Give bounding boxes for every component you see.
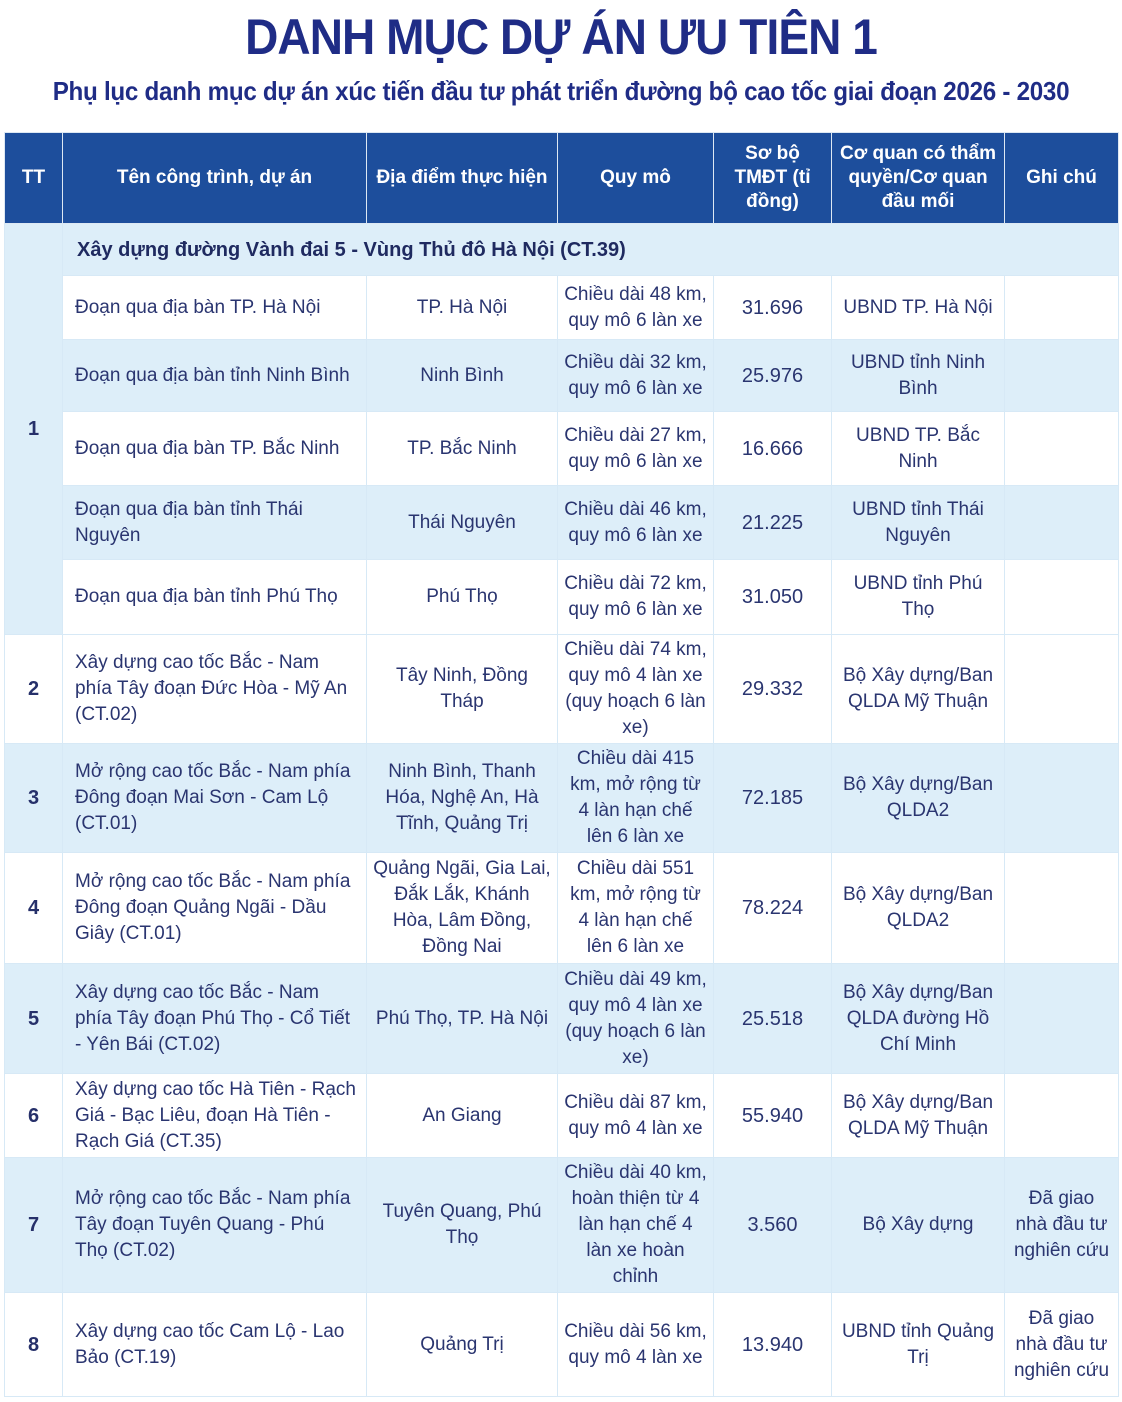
table-row — [5, 635, 1119, 744]
header-cost: Sơ bộ TMĐT (tỉ đồng) — [714, 133, 832, 224]
row-agency: Bộ Xây dựng/Ban QLDA Mỹ Thuận — [832, 1074, 1005, 1158]
row-note — [1005, 486, 1119, 560]
row-location: Ninh Bình — [367, 340, 558, 412]
row-scale: Chiều dài 27 km, quy mô 6 làn xe — [558, 412, 714, 486]
row-location: TP. Hà Nội — [367, 276, 558, 340]
table-row — [5, 340, 1119, 412]
row-note — [1005, 560, 1119, 635]
row-name: Mở rộng cao tốc Bắc - Nam phía Tây đoạn Tuyên Quang - Phú Thọ (CT.02) — [63, 1158, 367, 1293]
row-cost: 3.560 — [714, 1158, 832, 1293]
row-note — [1005, 276, 1119, 340]
row-scale: Chiều dài 551 km, mở rộng từ 4 làn hạn chế lên 6 làn xe — [558, 853, 714, 964]
table-row — [5, 1293, 1119, 1397]
header-name: Tên công trình, dự án — [63, 133, 367, 224]
row-name: Đoạn qua địa bàn TP. Hà Nội — [63, 276, 367, 340]
row-location: Ninh Bình, Thanh Hóa, Nghệ An, Hà Tĩnh, Quảng Trị — [367, 744, 558, 853]
row-agency: Bộ Xây dựng/Ban QLDA Mỹ Thuận — [832, 635, 1005, 744]
row-note: Đã giao nhà đầu tư nghiên cứu — [1005, 1158, 1119, 1293]
row-tt: 6 — [5, 1074, 63, 1158]
row-cost: 21.225 — [714, 486, 832, 560]
table-row — [5, 486, 1119, 560]
row-tt: 5 — [5, 964, 63, 1074]
row-name: Mở rộng cao tốc Bắc - Nam phía Đông đoạn Quảng Ngãi - Dầu Giây (CT.01) — [63, 853, 367, 964]
row-tt: 4 — [5, 853, 63, 964]
row-cost: 72.185 — [714, 744, 832, 853]
row-note — [1005, 340, 1119, 412]
header-row — [5, 133, 1119, 224]
row-agency: UBND TP. Hà Nội — [832, 276, 1005, 340]
row-location: Tây Ninh, Đồng Tháp — [367, 635, 558, 744]
row-scale: Chiều dài 72 km, quy mô 6 làn xe — [558, 560, 714, 635]
group-heading-row — [5, 224, 1119, 276]
row-note — [1005, 1074, 1119, 1158]
row-scale: Chiều dài 74 km, quy mô 4 làn xe (quy hoạch 6 làn xe) — [558, 635, 714, 744]
table-row — [5, 964, 1119, 1074]
table-row — [5, 1074, 1119, 1158]
row-agency: Bộ Xây dựng — [832, 1158, 1005, 1293]
row-name: Xây dựng cao tốc Bắc - Nam phía Tây đoạn Đức Hòa - Mỹ An (CT.02) — [63, 635, 367, 744]
group-heading: Xây dựng đường Vành đai 5 - Vùng Thủ đô Hà Nội (CT.39) — [63, 224, 1119, 276]
table-row — [5, 412, 1119, 486]
row-tt: 2 — [5, 635, 63, 744]
header-agency: Cơ quan có thẩm quyền/Cơ quan đầu mối — [832, 133, 1005, 224]
row-agency: Bộ Xây dựng/Ban QLDA đường Hồ Chí Minh — [832, 964, 1005, 1074]
row-scale: Chiều dài 40 km, hoàn thiện từ 4 làn hạn chế 4 làn xe hoàn chỉnh — [558, 1158, 714, 1293]
page-subtitle: Phụ lục danh mục dự án xúc tiến đầu tư phát triển đường bộ cao tốc giai đoạn 2026 - 2030 — [52, 76, 1070, 106]
page-title: DANH MỤC DỰ ÁN ƯU TIÊN 1 — [245, 9, 877, 65]
header-note: Ghi chú — [1005, 133, 1119, 224]
row-scale: Chiều dài 32 km, quy mô 6 làn xe — [558, 340, 714, 412]
row-scale: Chiều dài 87 km, quy mô 4 làn xe — [558, 1074, 714, 1158]
row-name: Xây dựng cao tốc Hà Tiên - Rạch Giá - Bạc Liêu, đoạn Hà Tiên - Rạch Giá (CT.35) — [63, 1074, 367, 1158]
row-agency: UBND tỉnh Phú Thọ — [832, 560, 1005, 635]
row-scale: Chiều dài 48 km, quy mô 6 làn xe — [558, 276, 714, 340]
row-name: Mở rộng cao tốc Bắc - Nam phía Đông đoạn Mai Sơn - Cam Lộ (CT.01) — [63, 744, 367, 853]
row-cost: 31.696 — [714, 276, 832, 340]
row-note — [1005, 964, 1119, 1074]
row-location: Tuyên Quang, Phú Thọ — [367, 1158, 558, 1293]
row-cost: 13.940 — [714, 1293, 832, 1397]
row-location: Quảng Ngãi, Gia Lai, Đắk Lắk, Khánh Hòa, Lâm Đồng, Đồng Nai — [367, 853, 558, 964]
table-row — [5, 1158, 1119, 1293]
row-scale: Chiều dài 415 km, mở rộng từ 4 làn hạn chế lên 6 làn xe — [558, 744, 714, 853]
row-location: Quảng Trị — [367, 1293, 558, 1397]
table-row — [5, 744, 1119, 853]
row-tt: 3 — [5, 744, 63, 853]
row-name: Đoạn qua địa bàn tỉnh Ninh Bình — [63, 340, 367, 412]
table-row — [5, 276, 1119, 340]
row-location: TP. Bắc Ninh — [367, 412, 558, 486]
row-note: Đã giao nhà đầu tư nghiên cứu — [1005, 1293, 1119, 1397]
row-name: Đoạn qua địa bàn TP. Bắc Ninh — [63, 412, 367, 486]
row-agency: Bộ Xây dựng/Ban QLDA2 — [832, 853, 1005, 964]
table-row — [5, 853, 1119, 964]
row-note — [1005, 853, 1119, 964]
row-agency: UBND TP. Bắc Ninh — [832, 412, 1005, 486]
row-name: Đoạn qua địa bàn tỉnh Phú Thọ — [63, 560, 367, 635]
group-tt: 1 — [5, 224, 63, 635]
project-table — [4, 132, 1119, 1397]
table-row — [5, 560, 1119, 635]
row-scale: Chiều dài 46 km, quy mô 6 làn xe — [558, 486, 714, 560]
row-cost: 16.666 — [714, 412, 832, 486]
row-cost: 25.518 — [714, 964, 832, 1074]
row-name: Đoạn qua địa bàn tỉnh Thái Nguyên — [63, 486, 367, 560]
row-note — [1005, 635, 1119, 744]
row-cost: 29.332 — [714, 635, 832, 744]
row-cost: 31.050 — [714, 560, 832, 635]
row-agency: UBND tỉnh Thái Nguyên — [832, 486, 1005, 560]
row-name: Xây dựng cao tốc Cam Lộ - Lao Bảo (CT.19) — [63, 1293, 367, 1397]
row-agency: UBND tỉnh Ninh Bình — [832, 340, 1005, 412]
header-tt: TT — [5, 133, 63, 224]
header-location: Địa điểm thực hiện — [367, 133, 558, 224]
row-location: Phú Thọ — [367, 560, 558, 635]
header-scale: Quy mô — [558, 133, 714, 224]
row-name: Xây dựng cao tốc Bắc - Nam phía Tây đoạn Phú Thọ - Cổ Tiết - Yên Bái (CT.02) — [63, 964, 367, 1074]
row-scale: Chiều dài 49 km, quy mô 4 làn xe (quy hoạch 6 làn xe) — [558, 964, 714, 1074]
row-location: Phú Thọ, TP. Hà Nội — [367, 964, 558, 1074]
row-tt: 8 — [5, 1293, 63, 1397]
row-cost: 25.976 — [714, 340, 832, 412]
row-location: Thái Nguyên — [367, 486, 558, 560]
row-agency: UBND tỉnh Quảng Trị — [832, 1293, 1005, 1397]
row-cost: 78.224 — [714, 853, 832, 964]
row-note — [1005, 744, 1119, 853]
row-scale: Chiều dài 56 km, quy mô 4 làn xe — [558, 1293, 714, 1397]
row-tt: 7 — [5, 1158, 63, 1293]
row-location: An Giang — [367, 1074, 558, 1158]
row-note — [1005, 412, 1119, 486]
row-agency: Bộ Xây dựng/Ban QLDA2 — [832, 744, 1005, 853]
row-cost: 55.940 — [714, 1074, 832, 1158]
